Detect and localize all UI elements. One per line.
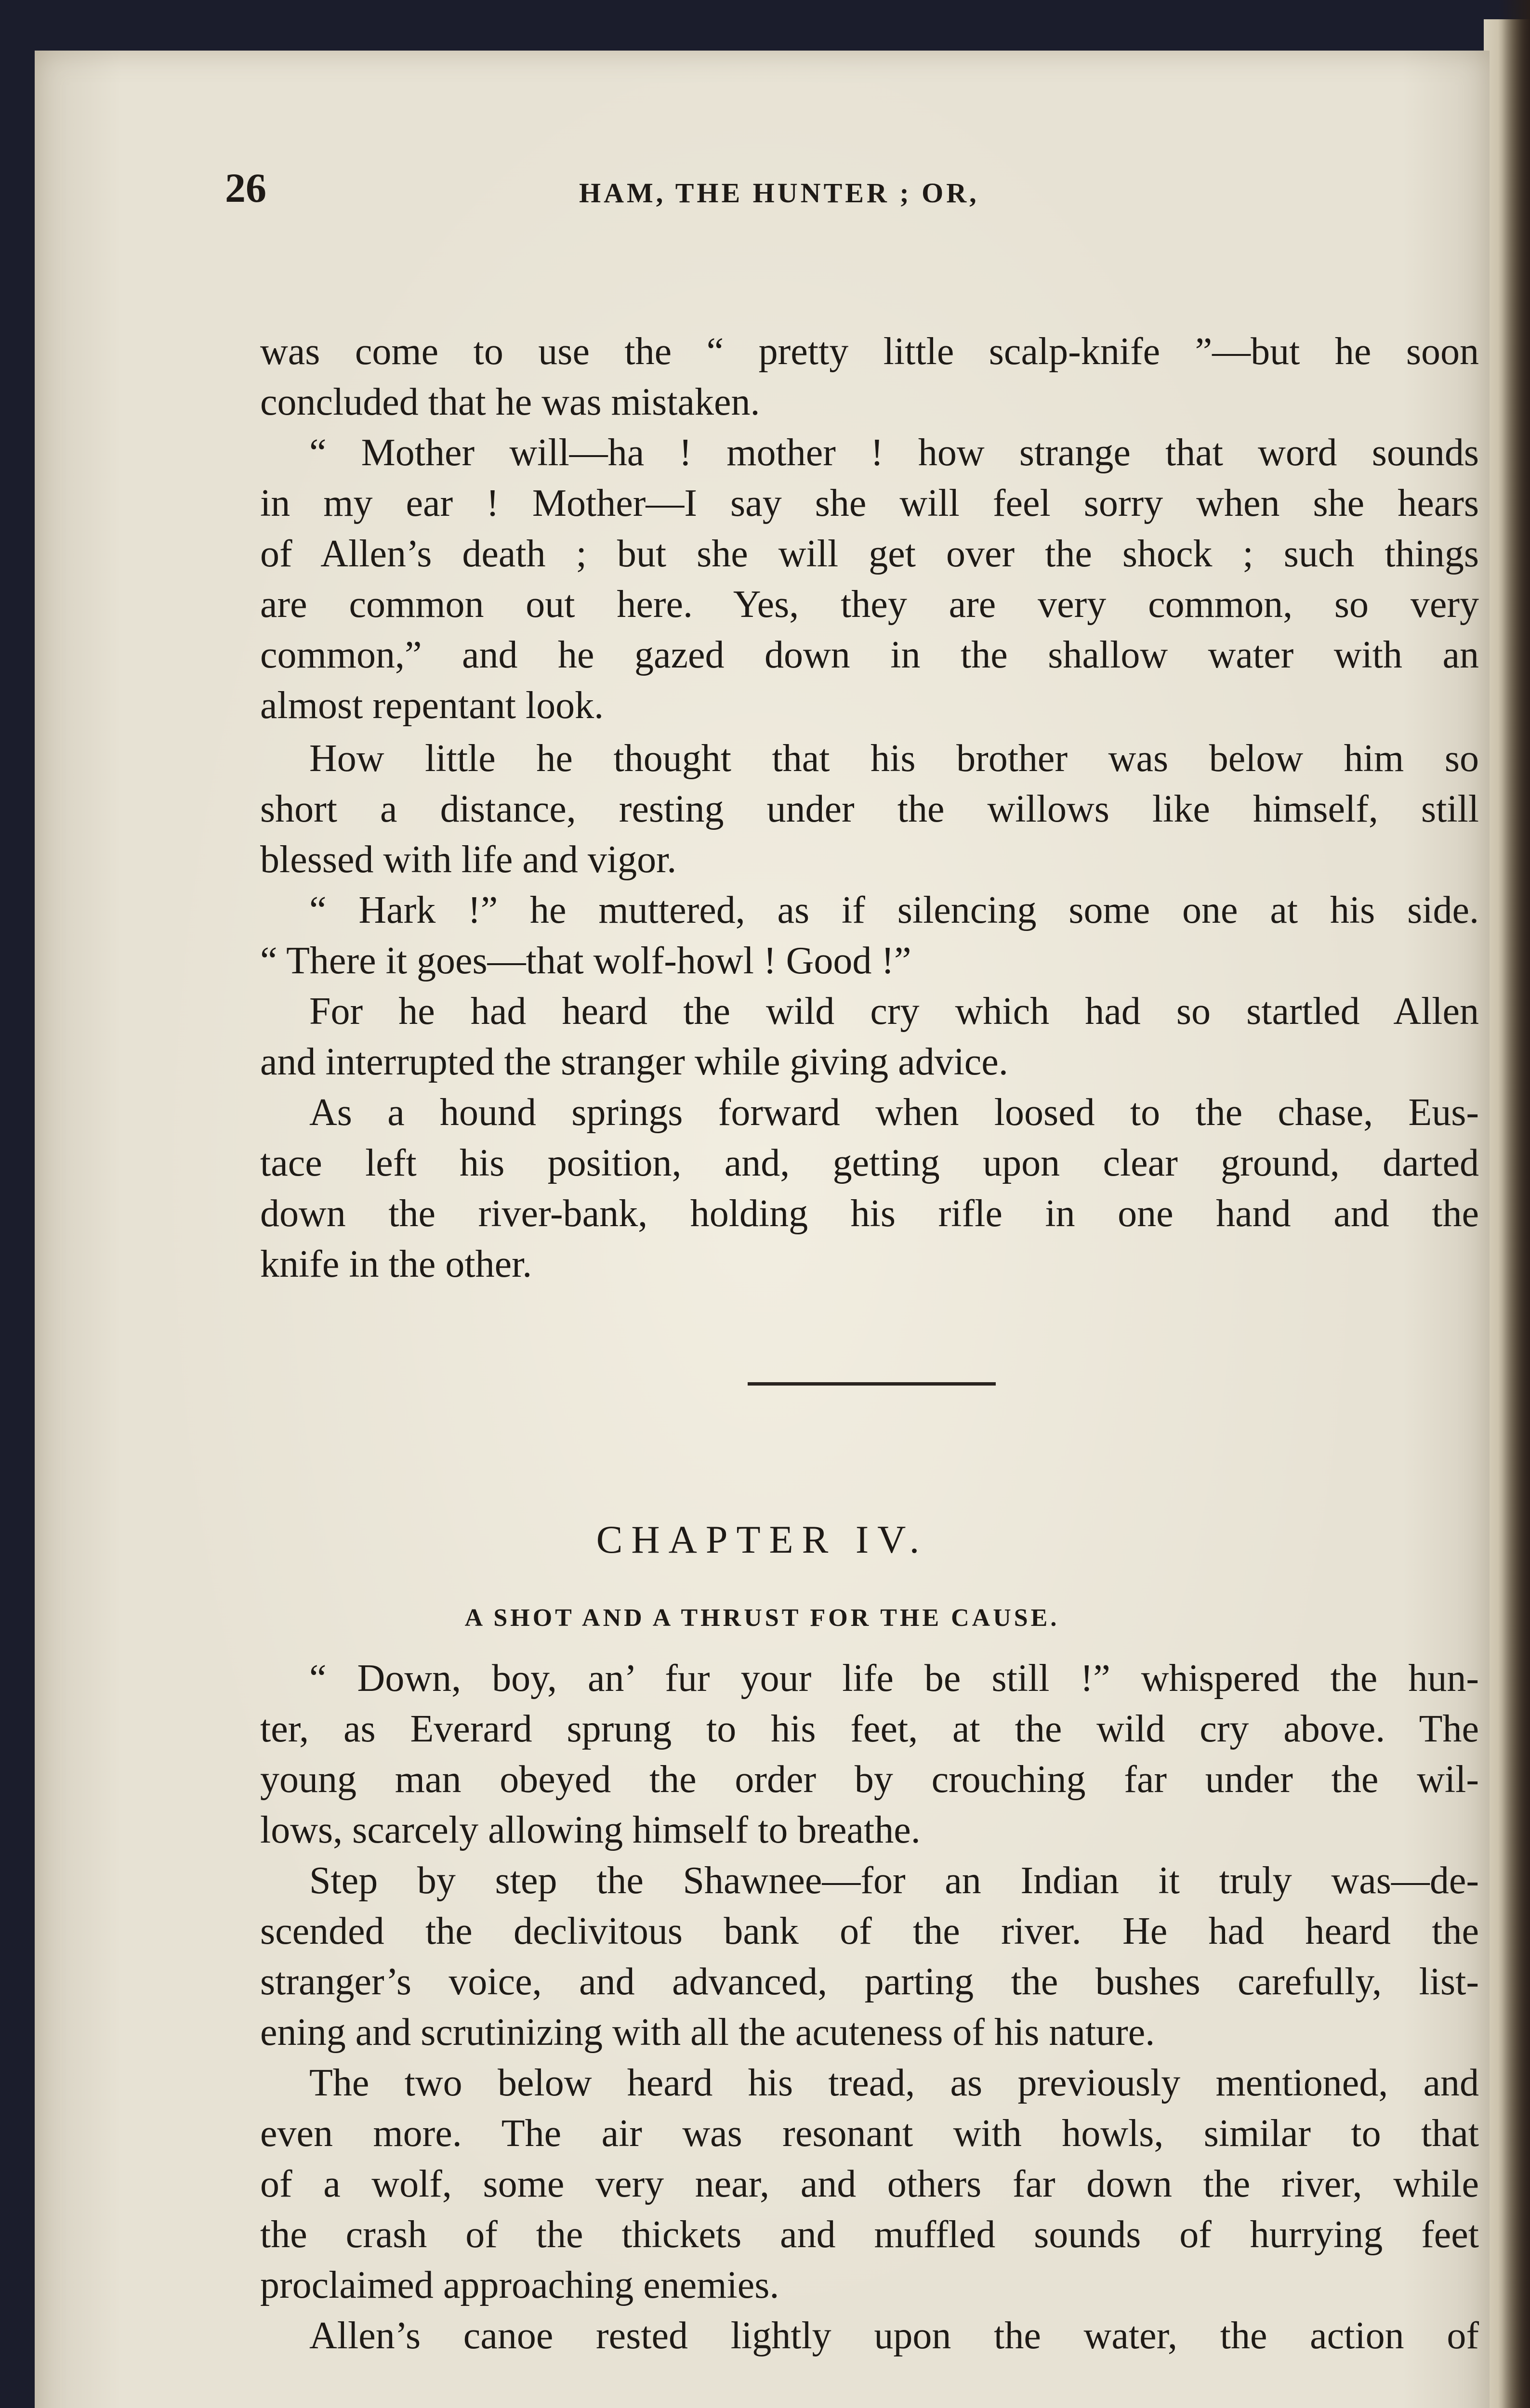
body-line: ening and scrutinizing with all the acuteness of his nature.	[260, 2011, 1155, 2054]
body-line: concluded that he was mistaken.	[260, 381, 760, 423]
body-line: “ Hark !” he muttered, as if silencing some one at his side.	[309, 889, 1479, 931]
body-line: scended the declivitous bank of the river. He had heard the	[260, 1910, 1479, 1952]
body-line: stranger’s voice, and advanced, parting the bushes carefully, list-	[260, 1961, 1479, 2003]
body-line: “ Down, boy, an’ fur your life be still !” whispered the hun-	[309, 1657, 1479, 1700]
body-line: blessed with life and vigor.	[260, 838, 677, 881]
body-line: in my ear ! Mother—I say she will feel sorry when she hears	[260, 482, 1479, 524]
body-line: “ Mother will—ha ! mother ! how strange that word sounds	[309, 432, 1479, 474]
body-line: short a distance, resting under the willows like himself, still	[260, 788, 1479, 830]
body-line: and interrupted the stranger while giving advice.	[260, 1041, 1008, 1083]
body-line: was come to use the “ pretty little scalp-knife ”—but he soon	[260, 330, 1479, 373]
body-line: down the river-bank, holding his rifle in one hand and the	[260, 1192, 1479, 1235]
body-line: of a wolf, some very near, and others far down the river, while	[260, 2163, 1479, 2205]
body-line: Allen’s canoe rested lightly upon the water, the action of	[309, 2315, 1479, 2357]
body-line: tace left his position, and, getting upon clear ground, darted	[260, 1142, 1479, 1184]
body-line: almost repentant look.	[260, 684, 604, 727]
body-line: are common out here. Yes, they are very common, so very	[260, 583, 1479, 626]
body-line: As a hound springs forward when loosed to the chase, Eus-	[309, 1091, 1479, 1134]
body-line: common,” and he gazed down in the shallow water with an	[260, 634, 1479, 676]
chapter-subtitle: A SHOT AND A THRUST FOR THE CAUSE.	[464, 1604, 1060, 1632]
body-line: How little he thought that his brother was below him so	[309, 737, 1479, 780]
body-line: of Allen’s death ; but she will get over the shock ; such things	[260, 533, 1479, 575]
book-page	[35, 51, 1490, 2408]
body-line: For he had heard the wild cry which had so startled Allen	[309, 990, 1479, 1033]
body-line: ter, as Everard sprung to his feet, at the wild cry above. The	[260, 1708, 1479, 1750]
page-number: 26	[225, 165, 266, 211]
section-separator-rule	[748, 1382, 996, 1386]
body-line: proclaimed approaching enemies.	[260, 2264, 779, 2306]
body-line: The two below heard his tread, as previously mentioned, and	[309, 2062, 1479, 2104]
body-line: knife in the other.	[260, 1243, 532, 1285]
body-line: the crash of the thickets and muffled sounds of hurrying feet	[260, 2213, 1479, 2256]
chapter-title: CHAPTER IV.	[596, 1518, 928, 1561]
body-line: lows, scarcely allowing himself to breathe.	[260, 1809, 921, 1851]
book-binding-shadow	[1498, 0, 1530, 2408]
body-line: young man obeyed the order by crouching far under the wil-	[260, 1758, 1479, 1801]
body-line: even more. The air was resonant with howls, similar to that	[260, 2112, 1479, 2155]
body-line: Step by step the Shawnee—for an Indian it truly was—de-	[309, 1859, 1479, 1902]
body-line: “ There it goes—that wolf-howl ! Good !”	[260, 940, 911, 982]
running-head: HAM, THE HUNTER ; OR,	[579, 177, 979, 209]
